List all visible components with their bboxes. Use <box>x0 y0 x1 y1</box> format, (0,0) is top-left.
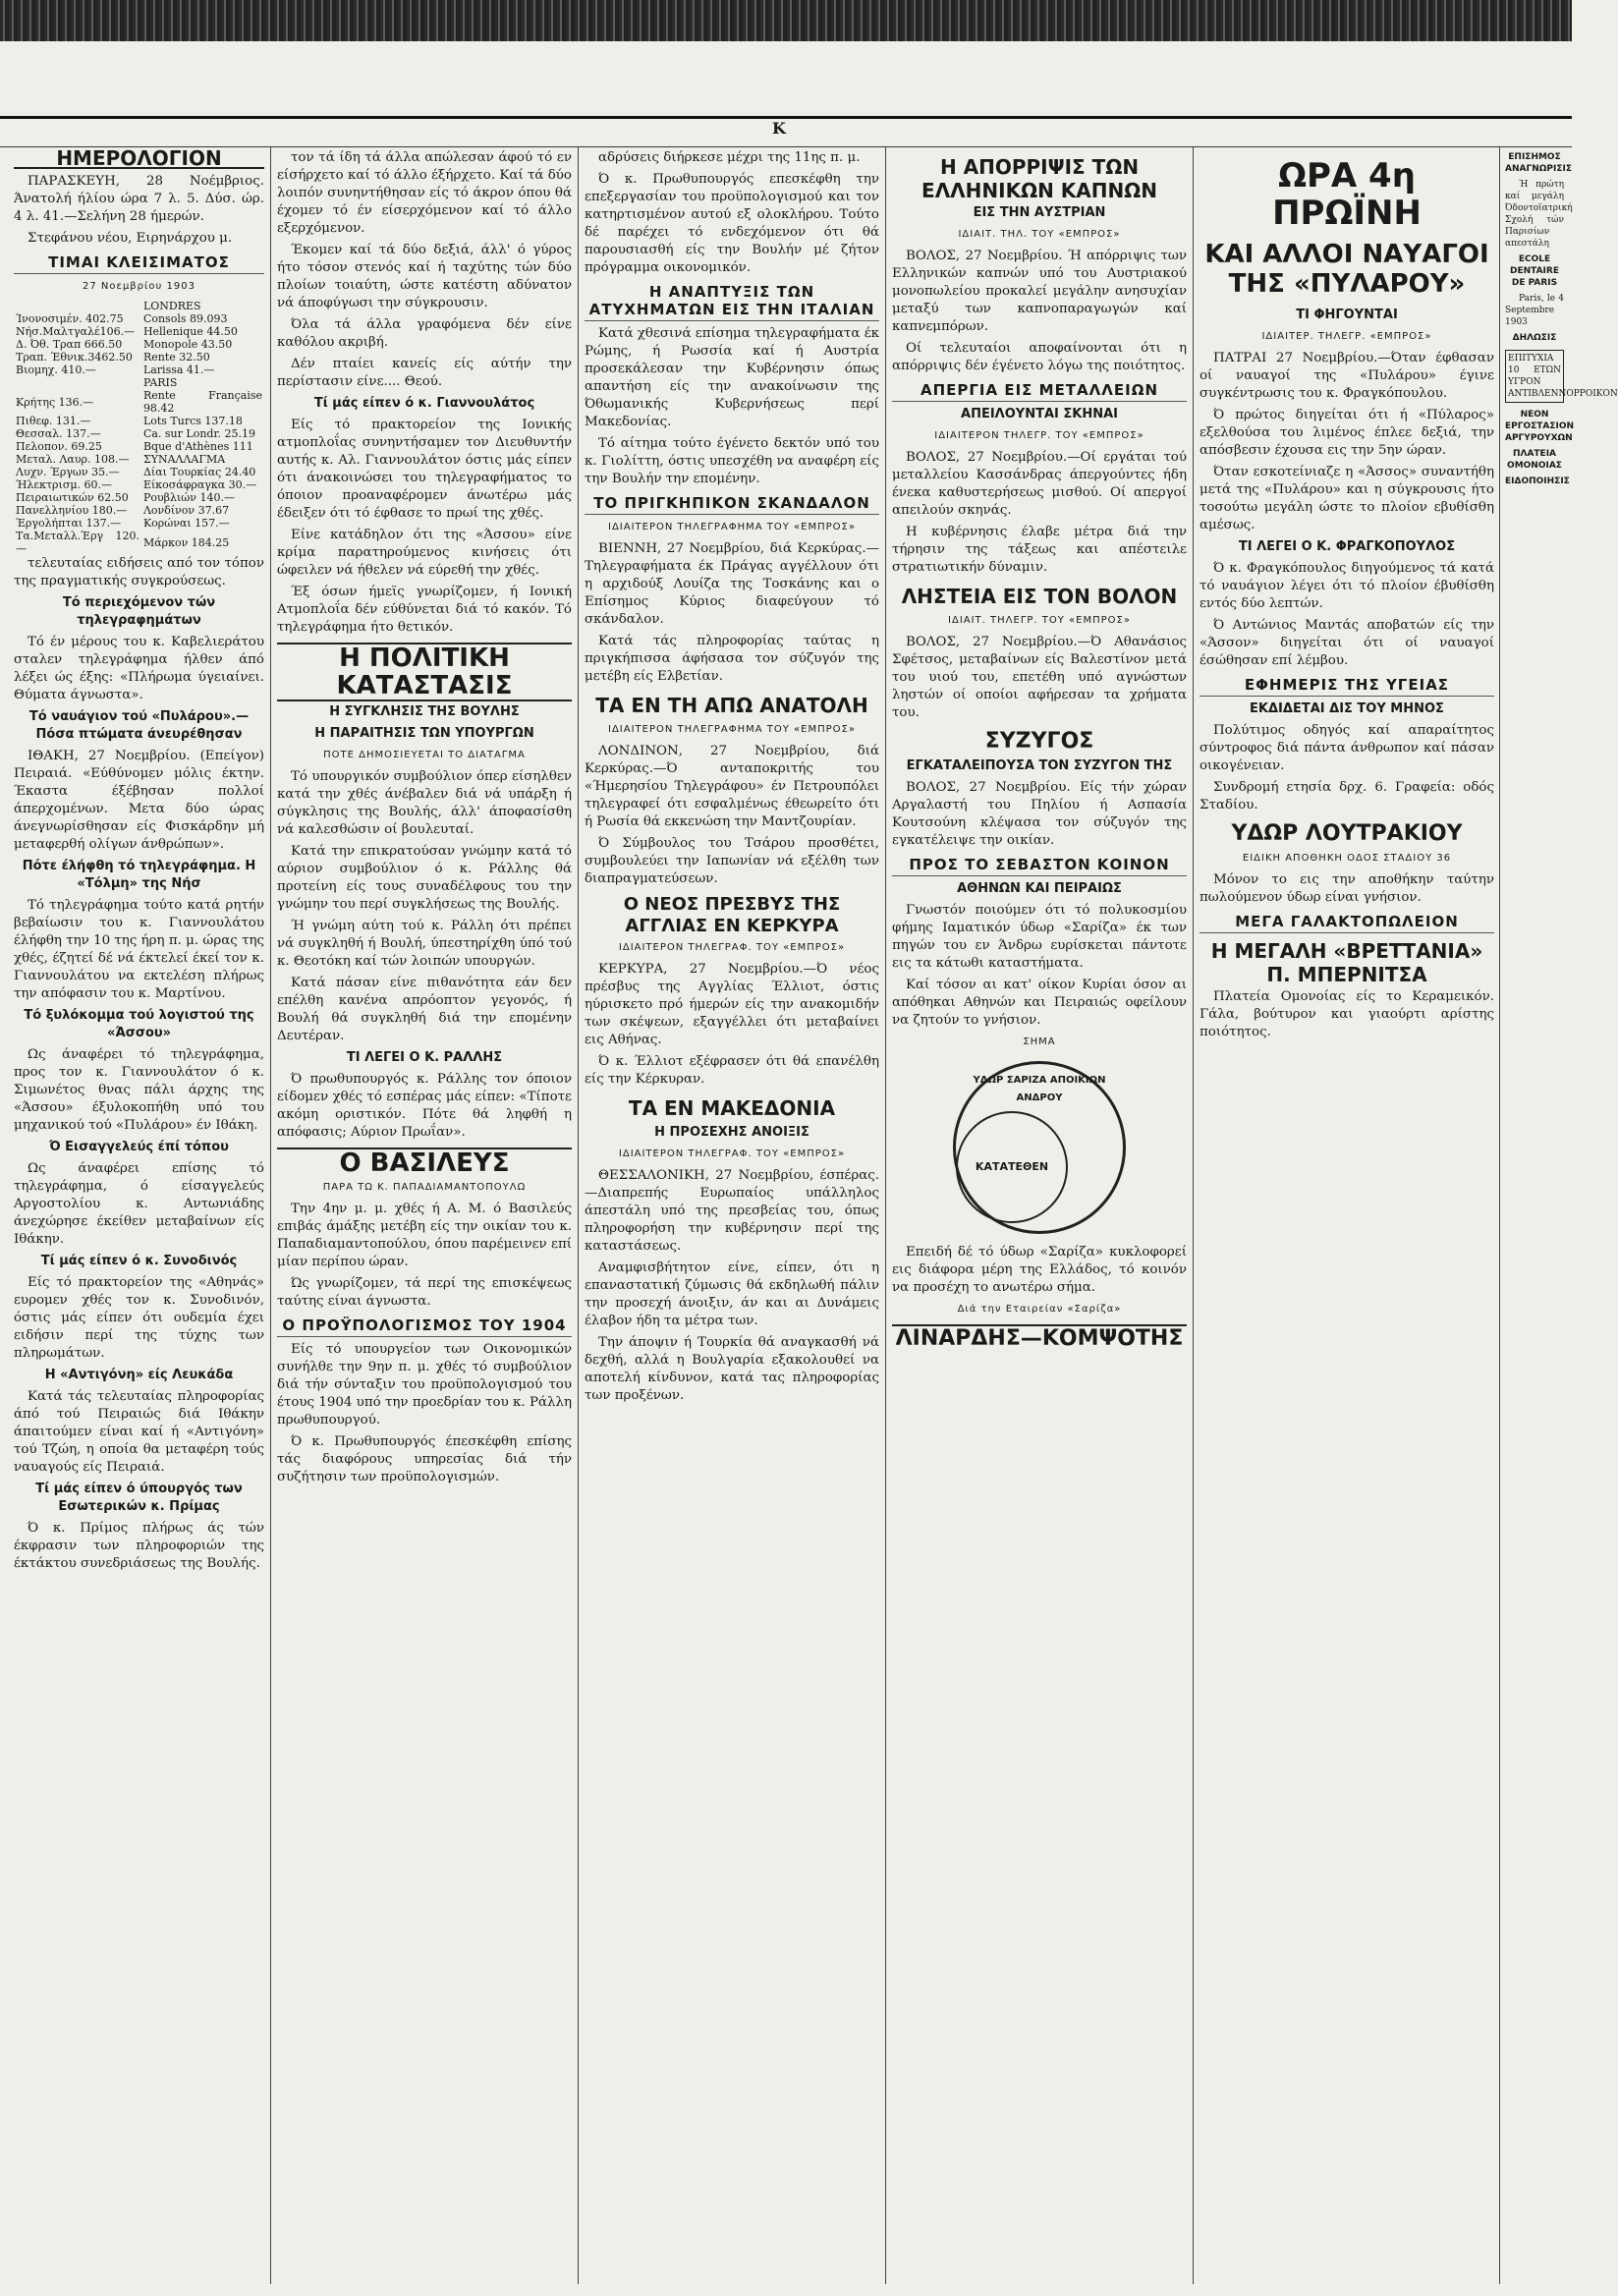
article-paragraph: Είς τό πρακτορείον της Ιονικής ατμοπλοΐας συνηντήσαμεν τον Διευθυντήν αυτής κ. Αλ. Γιαννουλάτον όστις μάς είπεν ότι άνακοινώσει του τηλεγραφήματος το όποιον προαναφέρομεν άνωτέρω μάς έδειξεν ότι τό έφθασε το πρωί της χθές. <box>277 418 572 521</box>
article-paragraph: Ως άναφέρει επίσης τό τηλεγράφημα, ό είσαγγελεύς Αργοστολίου κ. Αντωνιάδης άνεχώρησε έκείθεν μεταβαίνων είς Ιθάκην. <box>14 1161 264 1247</box>
section-banner: ΝΕΟΝ ΕΡΓΟΣΤΑΣΙΟΝ ΑΡΓΥΡΟΥΧΩΝ <box>1505 410 1575 443</box>
section-banner: Η ΠΟΛΙΤΙΚΗ ΚΑΤΑΣΤΑΣΙΣ <box>277 643 572 701</box>
article-paragraph: Είς τό υπουργείον των Οικονομικών συνήλθε την 9ην π. μ. χθές τό συμβούλιον διά τήν σύνταξιν του προϋπολογισμού του έτους 1904 υπό την προεδρίαν του κ. Ράλλη πρωθυπουργού. <box>277 1342 572 1428</box>
rates-row: Μεταλ. Λαυρ. 108.— ΣΥΝΑΛΛΑΓΜΑ <box>16 453 226 466</box>
article-paragraph: Ό κ. Πρωθυπουργός επεσκέφθη την επεξεργασίαν του προϋπολογισμού και τον κατηρτισμένον αυτού εξ ολοκλήρου. Τούτο δέ παρέχει τό ενδεχόμενον ότι θά παρουσιασθή είς την Βουλήν μέ ζήτον πρόγραμμα οικονομικόν. <box>585 172 879 275</box>
rates-row: Τραπ. Έθνικ.3462.50 Rente 32.50 <box>16 351 210 364</box>
seal-inner-circle <box>956 1111 1068 1223</box>
advert-box <box>1505 350 1618 403</box>
article-paragraph: Ώς γνωρίζομεν, τά περί της επισκέψεως ταύτης είναι άγνωστα. <box>277 1276 572 1309</box>
article-heading: ΤΙ ΛΕΓΕΙ Ο Κ. ΦΡΑΓΚΟΠΟΥΛΟΣ <box>1238 539 1456 554</box>
section-subtitle: ΑΠΕΙΛΟΥΝΤΑΙ ΣΚΗΝΑΙ <box>961 407 1118 421</box>
article-paragraph: ΒΟΛΟΣ, 27 Νοεμβρίου.—Ό Αθανάσιος Σφέτσος, μεταβαίνων είς Βαλεστίνον μετά του υιού του, επετέθη υπό αγνώστων ληστών οί οποίοι αφήρεσαν τα χρήματα του. <box>892 635 1187 720</box>
saints-text: Στεφάνου νέου, Ειρηνάρχου μ. <box>28 231 233 246</box>
rates-row: Ίνονοσιμέν. 402.75 Consols 89.093 <box>16 312 228 325</box>
article-paragraph: ΚΕΡΚΥΡΑ, 27 Νοεμβρίου.—Ό νέος πρέσβυς της Αγγλίας Έλλιοτ, όστις ηύρισκετο πρό ήμερών είς την ανακομιδήν των σκέψεων, εξαγγέλλει ότι μεταβαίνει εις Αθήνας. <box>585 962 879 1047</box>
section-banner: ΣΥΖΥΓΟΣ <box>984 729 1094 754</box>
seal-mark-label: ΣΗΜΑ <box>1023 1036 1056 1047</box>
article-paragraph: Μόνον το εις την αποθήκην ταύτην πωλούμενον ύδωρ είναι γνήσιον. <box>1200 872 1494 905</box>
rates-row: Λυχν. Έργων 35.— Δίαι Τουρκίας 24.40 <box>16 466 256 478</box>
article-paragraph: ΘΕΣΣΑΛΟΝΙΚΗ, 27 Νοεμβρίου, έσπέρας.—Διαπρεπής Ευρωπαίος υπάλληλος άπεστάλη υπό της πρεσβείας του, όπως πληροφορήση την κυβέρνησιν περί της καταστάσεως. <box>585 1168 879 1254</box>
article-paragraph: Τό έν μέρους του κ. Καβελιεράτου σταλεν τηλεγράφημα ήλθεν άπό λέξει ώς έξης: «Πλήρωμα ύγειαίνει. Θύματα άγνωστα». <box>14 635 264 702</box>
article-paragraph: Ό κ. Πρίμος πλήρως άς τών έκφρασιν των πληροφοριών της έκτάκτου συνεδριάσεως της Βουλής. <box>14 1521 264 1571</box>
section-tag: ΠΑΡΑ ΤΩ Κ. ΠΑΠΑΔΙΑΜΑΝΤΟΠΟΥΛΩ <box>322 1182 527 1193</box>
section-tag: ΙΔΙΑΙΤΕΡΟΝ ΤΗΛΕΓΡΑΦΗΜΑ ΤΟΥ «ΕΜΠΡΟΣ» <box>608 522 856 532</box>
section-subtitle: Η ΠΡΟΣΕΧΗΣ ΑΝΟΙΞΙΣ <box>654 1125 809 1140</box>
article-paragraph: Έξ όσων ήμεϊς γνωρίζομεν, ή Ιονική Ατμοπλοΐα δέν εύθύνεται διά τό κακόν. Τό τηλεγράφημα ήτο θετικόν. <box>277 585 572 635</box>
column-rule <box>270 147 271 2284</box>
article-paragraph: Ό πρωθυπουργός κ. Ράλλης τον όποιον είδομεν χθές τό εσπέρας μάς είπεν: «Τίποτε ακόμη οριστικόν. Πότε θά ληφθή η απόφασις; Αύριον Πρωΐαν». <box>277 1072 572 1140</box>
article-heading: Τό περιεχόμενον τών τηλεγραφημάτων <box>62 595 216 628</box>
article-heading: Τί μάς είπεν ό κ. Συνοδινός <box>40 1254 238 1268</box>
article-heading: Πότε έλήφθη τό τηλεγράφημα. Η «Τόλμη» της Νήσ <box>22 859 256 891</box>
article-paragraph: Όλα τά άλλα γραφόμενα δέν είνε καθόλου ακριβή. <box>277 317 572 350</box>
article-heading: Τό ξυλόκομμα τού λογιστού της «Άσσου» <box>24 1008 254 1040</box>
article-heading: Η «Αντιγόνη» είς Λευκάδα <box>44 1368 234 1382</box>
article-paragraph: τελευταίας ειδήσεις από τον τόπον της πραγματικής συγκρούσεως. <box>14 556 264 588</box>
trademark-seal <box>953 1061 1126 1234</box>
section-banner: Ο ΠΡΟΫΠΟΛΟΓΙΣΜΟΣ ΤΟΥ 1904 <box>277 1316 572 1337</box>
section-tag: ΙΔΙΑΙΤΕΡΟΝ ΤΗΛΕΓΡΑΦ. ΤΟΥ «ΕΜΠΡΟΣ» <box>618 942 846 953</box>
article-paragraph: Συνδρομή ετησία δρχ. 6. Γραφεία: οδός Σταδίου. <box>1200 780 1494 812</box>
article-paragraph: Κατά την επικρατούσαν γνώμην κατά τό αύριον συμβούλιον ό κ. Ράλλης θά προτείνη είς τους συναδέλφους του την γνώμην του περί συγκλήσεως της Βουλής. <box>277 844 572 912</box>
rates-row: Βιομηχ. 410.— Larissa 41.— <box>16 364 215 376</box>
article-heading: ΤΙ ΛΕΓΕΙ Ο Κ. ΡΑΛΛΗΣ <box>346 1050 503 1065</box>
article-paragraph: Την άποψιν ή Τουρκία θά αναγκασθή νά δεχθή, αλλά η Βουλγαρία εξακολουθεί να αποτελή κίνδυνον, κατά τας πληροφορίας των προξένων. <box>585 1335 879 1403</box>
article-paragraph: Ό Σύμβουλος του Τσάρου προσθέτει, συμβουλεύει την Ιαπωνίαν νά εξέλθη των διαπραγματεύσεων. <box>585 836 879 886</box>
seal-inner-text: ΚΑΤΑΤΕΘΕΝ <box>975 1160 1049 1173</box>
article-paragraph: Τό υπουργικόν συμβούλιον όπερ είσηλθεν κατά την χθές άνέβαλεν διά νά υπάρξη ή σύγκλησις της Βουλής, άλλ' άποφασίσθη νά καλεσθώσιν οί βουλευταί. <box>277 769 572 837</box>
header-mark: Κ <box>772 119 800 138</box>
rates-date: 27 Νοεμβρίου 1903 <box>83 281 195 292</box>
article-paragraph: τον τά ίδη τά άλλα απώλεσαν άφού τό εν είσήρχετο καί τό άλλο έξήρχετο. Καί τά δύο λοιπόν συνηντήθησαν είς τό άκρον όπου θά έχομεν τό έν είσερχόμενον καί τό άλλο εξερχόμενον. <box>277 150 572 236</box>
rates-row: Έργολήπται 137.— Κορώναι 157.— <box>16 517 230 530</box>
headline-large: ΩΡΑ 4η ΠΡΩΪΝΗ <box>1272 156 1422 233</box>
rates-row: Θεσσαλ. 137.— Ca. sur Londr. 25.19 <box>16 427 255 440</box>
section-subtitle: ΤΙ ΦΗΓΟΥΝΤΑΙ <box>1296 308 1398 322</box>
section-subtitle: ΕΓΚΑΤΑΛΕΙΠΟΥΣΑ ΤΟΝ ΣΥΖΥΓΟΝ ΤΗΣ <box>906 758 1173 773</box>
column-2 <box>277 149 572 2281</box>
section-banner: ΠΛΑΤΕΙΑ ΟΜΟΝΟΙΑΣ <box>1507 449 1562 471</box>
section-banner: Ο ΒΑΣΙΛΕΥΣ <box>277 1148 572 1177</box>
article-paragraph: Κατά πάσαν είνε πιθανότητα εάν δεν επέλθη κανένα απρόοπτον γεγονός, ή Βουλή θά συγκληθή διά την επομένην Δευτέραν. <box>277 976 572 1043</box>
article-paragraph: Κατά τάς τελευταίας πληροφορίας άπό τού Πειραιώς διά Ιθάκην άπαιτούμεν είναι καί ή «Αντιγόνη» τού Τζώη, η οποία θα μεταφέρη τούς ναυαγούς είς Πειραιά. <box>14 1389 264 1475</box>
article-paragraph: Δέν πταίει κανείς είς αύτήν την περίστασιν είνε.... Θεού. <box>277 357 572 389</box>
article-paragraph: ΠΑΤΡΑΙ 27 Νοεμβρίου.—Όταν έφθασαν οί ναυαγοί της «Πυλάρου» έγινε συγκέντρωσις του κ. Φραγκόπουλου. <box>1200 351 1494 401</box>
section-banner: ΤΑ ΕΝ ΜΑΚΕΔΟΝΙΑ <box>628 1096 836 1120</box>
section-tag: ΕΙΔΙΚΗ ΑΠΟΘΗΚΗ ΟΔΟΣ ΣΤΑΔΙΟΥ 36 <box>1242 853 1452 864</box>
column-3 <box>585 149 879 2281</box>
article-paragraph: ΒΟΛΟΣ, 27 Νοεμβρίου. Είς τήν χώραν Αργαλαστή του Πηλίου ή Ασπασία Κουτσούνη κλέψασα τον σύζυγόν της εγκατέλειψε την οικίαν. <box>892 780 1187 848</box>
section-banner: ΕΠΙΣΗΜΟΣ ΑΝΑΓΝΩΡΙΣΙΣ <box>1505 152 1572 174</box>
article-paragraph: Ως άναφέρει τό τηλεγράφημα, προς τον κ. Γιαννουλάτον ό κ. Σιμωνέτος θνας πάλι άρχης της «Άσσου» έξυλοκοπήθη υπό του μηχανικού τού «Πυλάρου» έν Ιθάκη. <box>14 1047 264 1133</box>
rates-table <box>14 300 264 555</box>
article-paragraph: Όταν εσκοτείνιαζε η «Άσσος» συναντήθη μετά της «Πυλάρου» και η σύγκρουσις ήτο τοσούτω μεγάλη ώστε το πλοίον εβυθίσθη αμέσως. <box>1200 465 1494 532</box>
article-paragraph: Κατά τάς πληροφορίας ταύτας η πριγκήπισσα άφήσασα τον σύζυγόν της μετέβη είς Ελβετίαν. <box>585 634 879 684</box>
section-tag: ΙΔΙΑΙΤΕΡΟΝ ΤΗΛΕΓΡ. ΤΟΥ «ΕΜΠΡΟΣ» <box>934 430 1144 441</box>
section-banner: ECOLE DENTAIRE DE PARIS <box>1510 254 1559 288</box>
article-paragraph: Paris, le 4 Septembre 1903 <box>1505 294 1564 327</box>
article-paragraph: Κατά χθεσινά επίσημα τηλεγραφήματα έκ Ρώμης, ή Ρωσσία καί ή Αυστρία προσεκάλεσαν την Κυβέρνησιν όπως απαντήση είς την ανακοίνωσιν της Όθωμανικής Κυβερνήσεως περί Μακεδονίας. <box>585 326 879 429</box>
article-paragraph: ΙΘΑΚΗ, 27 Νοεμβρίου. (Επείγον) Πειραιά. «Εύθύνομεν μόλις έκτην. Έκαστα έξέβησαν πολλοί άπερχομένων. Μετα δύο ώρας άνεγνωρίσθησαν είς Φισκάρδην μή μεταφερθή ολίγων άνθρώπων». <box>14 749 264 852</box>
section-banner: ΠΡΟΣ ΤΟ ΣΕΒΑΣΤΟΝ ΚΟΙΝΟΝ <box>892 856 1187 876</box>
rates-row: Κρήτης 136.— Rente Française 98.42 <box>16 389 262 415</box>
section-banner: Ο ΝΕΟΣ ΠΡΕΣΒΥΣ ΤΗΣ ΑΓΓΛΙΑΣ ΕΝ ΚΕΡΚΥΡΑ <box>623 894 841 936</box>
article-heading: Τί μάς είπεν ό κ. Γιαννουλάτος <box>313 396 535 411</box>
article-paragraph: Αναμφισβήτητον είνε, είπεν, ότι η επαναστατική ζύμωσις θά εκδηλωθή πάλιν την προσεχή άνοιξιν, άν και αι Δυνάμεις έλαβον ήδη τα μέτρα των. <box>585 1260 879 1328</box>
column-6 <box>1505 149 1618 2281</box>
footer-advert: ΛΙΝΑΡΔΗΣ—ΚΟΜΨΟΤΗΣ <box>892 1324 1187 1348</box>
column-4 <box>892 149 1187 2281</box>
headline-large: ΚΑΙ ΑΛΛΟΙ ΝΑΥΑΓΟΙ ΤΗΣ «ΠΥΛΑΡΟΥ» <box>1204 240 1489 299</box>
signature: Διά την Εταιρείαν «Σαρίζα» <box>957 1304 1122 1315</box>
article-paragraph: Τό αίτημα τούτο έγένετο δεκτόν υπό του κ. Γιολίττη, όστις υπεσχέθη να αναφέρη είς την Βουλήν την επομένην. <box>585 436 879 486</box>
section-banner: ΜΕΓΑ ΓΑΛΑΚΤΟΠΩΛΕΙΟΝ <box>1200 913 1494 933</box>
section-tag: ΙΔΙΑΙΤΕΡ. ΤΗΛΕΓΡ. «ΕΜΠΡΟΣ» <box>1261 331 1432 342</box>
article-paragraph: Την 4ην μ. μ. χθές ή Α. Μ. ό Βασιλεύς επιβάς άμάξης μετέβη είς την οικίαν του κ. Παπαδιαμαντοπούλου, όπου παρέμεινεν επί μίαν περίπου ώραν. <box>277 1202 572 1269</box>
article-paragraph: Έκομεν καί τά δύο δεξιά, άλλ' ό γύρος ήτο τόσον στενός καί ή ταχύτης τών δύο πλοίων τοιαύτη, ώστε κατέστη αδύνατον νά άποφύγωσι την σύγκρουσιν. <box>277 243 572 310</box>
section-tag: ΙΔΙΑΙΤΕΡΟΝ ΤΗΛΕΓΡΑΦ. ΤΟΥ «ΕΜΠΡΟΣ» <box>618 1148 846 1159</box>
section-banner: ΕΙΔΟΠΟΙΗΣΙΣ <box>1505 476 1570 486</box>
column-1 <box>14 146 264 2281</box>
article-paragraph: Πολύτιμος οδηγός καί απαραίτητος σύντροφος διά πάντα άνθρωπον καί πάσαν οικογένειαν. <box>1200 723 1494 773</box>
article-paragraph: Τό τηλεγράφημα τούτο κατά ρητήν βεβαίωσιν του κ. Γιαννουλάτου έλήφθη την 10 της ήρη π. μ. ώρας της χθές, έζητεί δέ νά έκτελεί έκεί τον κ. Γιαννουλάτου να εκτελέση πλήρως την απόφασιν του κ. Μαρτίνου. <box>14 898 264 1001</box>
top-band <box>0 0 1572 41</box>
rates-city: PARIS <box>142 376 178 389</box>
section-banner: ΤΑ ΕΝ ΤΗ ΑΠΩ ΑΝΑΤΟΛΗ <box>595 694 868 717</box>
section-banner: ΛΗΣΤΕΙΑ ΕΙΣ ΤΟΝ ΒΟΛΟΝ <box>901 585 1178 608</box>
section-banner: Η ΜΕΓΑΛΗ «ΒΡΕΤΤΑΝΙΑ» Π. ΜΠΕΡΝΙΤΣΑ <box>1210 939 1483 986</box>
section-banner: ΑΠΕΡΓΙΑ ΕΙΣ ΜΕΤΑΛΛΕΙΩΝ <box>892 381 1187 402</box>
section-tag: ΠΟΤΕ ΔΗΜΟΣΙΕΥΕΤΑΙ ΤΟ ΔΙΑΤΑΓΜΑ <box>323 750 526 760</box>
article-paragraph: Είνε κατάδηλον ότι της «Άσσου» είνε κρίμα παρατηρούμενος κινήσεις ότι ώφειλεν νά ήθελεν νά εύρεθή την χθές. <box>277 528 572 578</box>
rates-row: Πανελληνίου 180.— Λονδίνον 37.67 <box>16 504 230 517</box>
article-paragraph: Η κυβέρνησις έλαβε μέτρα διά την τήρησιν της τάξεως και απέστειλε στρατιωτικήν δύναμιν. <box>892 525 1187 575</box>
section-subtitle: ΑΘΗΝΩΝ ΚΑΙ ΠΕΙΡΑΙΩΣ <box>957 881 1122 896</box>
article-paragraph: Ό κ. Πρωθυπουργός έπεσκέφθη επίσης τάς διαφόρους υπηρεσίας διά τήν συζήτησιν των προϋπολογισμών. <box>277 1434 572 1484</box>
column-rule <box>1499 147 1500 2284</box>
section-subtitle: Η ΠΑΡΑΙΤΗΣΙΣ ΤΩΝ ΥΠΟΥΡΓΩΝ <box>314 726 534 741</box>
article-heading: Τί μάς είπεν ό ύπουργός των Εσωτερικών κ. Πρίμας <box>35 1482 243 1514</box>
rates-row: Ήλεκτρισμ. 60.— Είκοσάφραγκα 30.— <box>16 478 257 491</box>
page-header <box>0 116 1572 147</box>
article-paragraph: ΛΟΝΔΙΝΟΝ, 27 Νοεμβρίου, διά Κερκύρας.—Ό ανταποκριτής του «Ήμερησίου Τηλεγράφου» έν Πετρουπόλει τηλεγραφεί ότι εσφαλμένως έθεωρείτο ότι ή Ρωσία θά εκκενώση την Μαντζουρίαν. <box>585 744 879 829</box>
section-banner: Η ΑΝΑΠΤΥΞΙΣ ΤΩΝ ΑΤΥΧΗΜΑΤΩΝ ΕΙΣ ΤΗΝ ΙΤΑΛΙΑΝ <box>585 283 879 321</box>
article-paragraph: Επειδή δέ τό ύδωρ «Σαρίζα» κυκλοφορεί εις διάφορα μέρη της Ελλάδος, τό κοινόν να προσέχη το ανωτέρω σήμα. <box>892 1245 1187 1295</box>
article-paragraph: Ή πρώτη καί μεγάλη Όδοντοϊατρική Σχολή τών Παρισίων απεστάλη <box>1505 180 1573 249</box>
article-paragraph: αδρύσεις διήρκεσε μέχρι της 11ης π. μ. <box>598 150 861 165</box>
calendar-masthead: ΗΜΕΡΟΛΟΓΙΟΝ <box>14 149 264 169</box>
article-heading: Ό Εισαγγελεύς έπί τόπου <box>49 1140 229 1154</box>
article-paragraph: Οί τελευταίοι αποφαίνονται ότι η απόρριψις δέν έγένετο λόγω της ποιότητος. <box>892 341 1187 373</box>
article-paragraph: ΒΟΛΟΣ, 27 Νοεμβρίου. Ή απόρριψις των Ελληνικών καπνών υπό του Αυστριακού μονοπωλείου προκαλεί μεγάλην ανησυχίαν μεταξύ των καπνοπαραγωγών καί καπνεμπόρων. <box>892 249 1187 334</box>
section-banner: ΕΦΗΜΕΡΙΣ ΤΗΣ ΥΓΕΙΑΣ <box>1200 676 1494 697</box>
rates-row: Πελοπον. 69.25 Bque d'Athènes 111 <box>16 440 253 453</box>
article-paragraph: Καί τόσον αι κατ' οίκον Κυρίαι όσον αι απόθηκαι Αθηνών και Πειραιώς οφείλουν να ζητούν το γνήσιον. <box>892 978 1187 1028</box>
rates-row: Δ. Όθ. Τραπ 666.50 Monopole 43.50 <box>16 338 233 351</box>
rates-title: ΤΙΜΑΙ ΚΛΕΙΣΙΜΑΤΟΣ <box>14 253 264 274</box>
article-paragraph: Ό πρώτος διηγείται ότι ή «Πύλαρος» εξελθούσα του λιμένος έπλεε δεξιά, την απόσβεσιν έχουσα εις την 5ην ώραν. <box>1200 408 1494 458</box>
article-paragraph: Ό Αντώνιος Μαντάς αποβατών είς την «Άσσον» διηγείται ότι οί ναυαγοί έσώθησαν επί λέμβου. <box>1200 618 1494 668</box>
article-paragraph: Ή γνώμη αύτη τού κ. Ράλλη ότι πρέπει νά συγκληθή ή Βουλή, ύπεστηρίχθη ύπό τού κ. Θεοτόκη καί τών λοιπών υπουργών. <box>277 919 572 969</box>
rates-row: Τα.Μεταλλ.Έργ 120.— Μάρκον 184.25 <box>16 530 230 555</box>
article-paragraph: ΒΙΕΝΝΗ, 27 Νοεμβρίου, διά Κερκύρας.—Τηλεγραφήματα έκ Πράγας αγγέλλουν ότι η αρχιδούξ Λουίζα της Τοσκάνης και ο Επίσημος Κύριος διαφεύγουν τό σκάνδαλον. <box>585 541 879 627</box>
article-paragraph: Ό κ. Έλλιοτ εξέφρασεν ότι θά επανέλθη είς την Κέρκυραν. <box>585 1054 879 1087</box>
section-tag: ΙΔΙΑΙΤΕΡΟΝ ΤΗΛΕΓΡΑΦΗΜΑ ΤΟΥ «ΕΜΠΡΟΣ» <box>608 724 856 735</box>
article-paragraph: Είς τό πρακτορείον της «Αθηνάς» ευρομεν χθές τον κ. Συνοδινόν, όστις μάς είπεν ότι ουδεμία έχει ειδήσιν περί της τύχης των πληρωμάτων. <box>14 1275 264 1361</box>
section-subtitle: Η ΣΥΓΚΛΗΣΙΣ ΤΗΣ ΒΟΥΛΗΣ <box>329 704 520 719</box>
section-banner: ΔΗΛΩΣΙΣ <box>1512 333 1557 343</box>
rates-row: Νήσ.Μαλτγαλέ106.— Hellenique 44.50 <box>16 325 238 338</box>
seal-outer-text: ΥΔΩΡ ΣΑΡΙΖΑ ΑΠΟΙΚΙΩΝ ΑΝΔΡΟΥ <box>973 1075 1106 1103</box>
column-rule <box>578 147 579 2284</box>
section-subtitle: ΕΚΔΙΔΕΤΑΙ ΔΙΣ ΤΟΥ ΜΗΝΟΣ <box>1250 701 1444 716</box>
section-tag: ΙΔΙΑΙΤ. ΤΗΛ. ΤΟΥ «ΕΜΠΡΟΣ» <box>958 229 1121 240</box>
section-subtitle: ΕΙΣ ΤΗΝ ΑΥΣΤΡΙΑΝ <box>973 205 1106 220</box>
column-rule <box>1193 147 1194 2284</box>
article-paragraph: Πλατεία Ομονοίας είς το Κεραμεικόν. Γάλα, βούτυρον και γιαούρτι αρίστης ποιότητος. <box>1200 989 1494 1039</box>
article-paragraph: ΒΟΛΟΣ, 27 Νοεμβρίου.—Οί εργάται τού μεταλλείου Κασσάνδρας άπεργούντες ήδη ένεκα καθυστερήσεως μισθού. Οί απεργοί απειλούν σκηνάς. <box>892 450 1187 518</box>
article-heading: Τό ναυάγιον τού «Πυλάρου».—Πόσα πτώματα άνευρέθησαν <box>28 709 250 742</box>
article-paragraph: Ό κ. Φραγκόπουλος διηγούμενος τά κατά τό ναυάγιον λέγει ότι τό πλοίον έβυθίσθη εντός δύο λεπτών. <box>1200 561 1494 611</box>
article-paragraph: Γνωστόν ποιούμεν ότι τό πολυκοσμίου φήμης Ιαματικόν ύδωρ «Σαρίζα» έκ των πηγών του εν Άνδρω ευρίσκεται πάντοτε εις τα κάτωθι καταστήματα. <box>892 903 1187 971</box>
rates-row: Πειραιωτικών 62.50 Ρουβλιών 140.— <box>16 491 235 504</box>
section-banner: ΤΟ ΠΡΙΓΚΗΠΙΚΟΝ ΣΚΑΝΔΑΛΟΝ <box>585 494 879 515</box>
rates-row: Πιθεφ. 131.— Lots Turcs 137.18 <box>16 415 243 427</box>
section-banner: Η ΑΠΟΡΡΙΨΙΣ ΤΩΝ ΕΛΛΗΝΙΚΩΝ ΚΑΠΝΩΝ <box>921 155 1157 202</box>
advert-text: ΕΠΙΤΥΧΙΑ 10 ΕΤΩΝ ΥΓΡΟΝ ΑΝΤΙΒΛΕΝΝΟΡΡΟΙΚΟΝ <box>1508 354 1618 399</box>
column-rule <box>885 147 886 2284</box>
rates-city: LONDRES <box>142 300 201 312</box>
calendar-text: ΠΑΡΑΣΚΕΥΗ, 28 Νοέμβριος. Άνατολή ήλίου ώρα 7 λ. 5. Δύσ. ώρ. 4 λ. 41.—Σελήνη 28 ήμερών. <box>14 174 264 224</box>
section-tag: ΙΔΙΑΙΤ. ΤΗΛΕΓΡ. ΤΟΥ «ΕΜΠΡΟΣ» <box>948 615 1131 626</box>
section-banner: ΥΔΩΡ ΛΟΥΤΡΑΚΙΟΥ <box>1231 821 1463 846</box>
column-5 <box>1200 149 1494 2281</box>
